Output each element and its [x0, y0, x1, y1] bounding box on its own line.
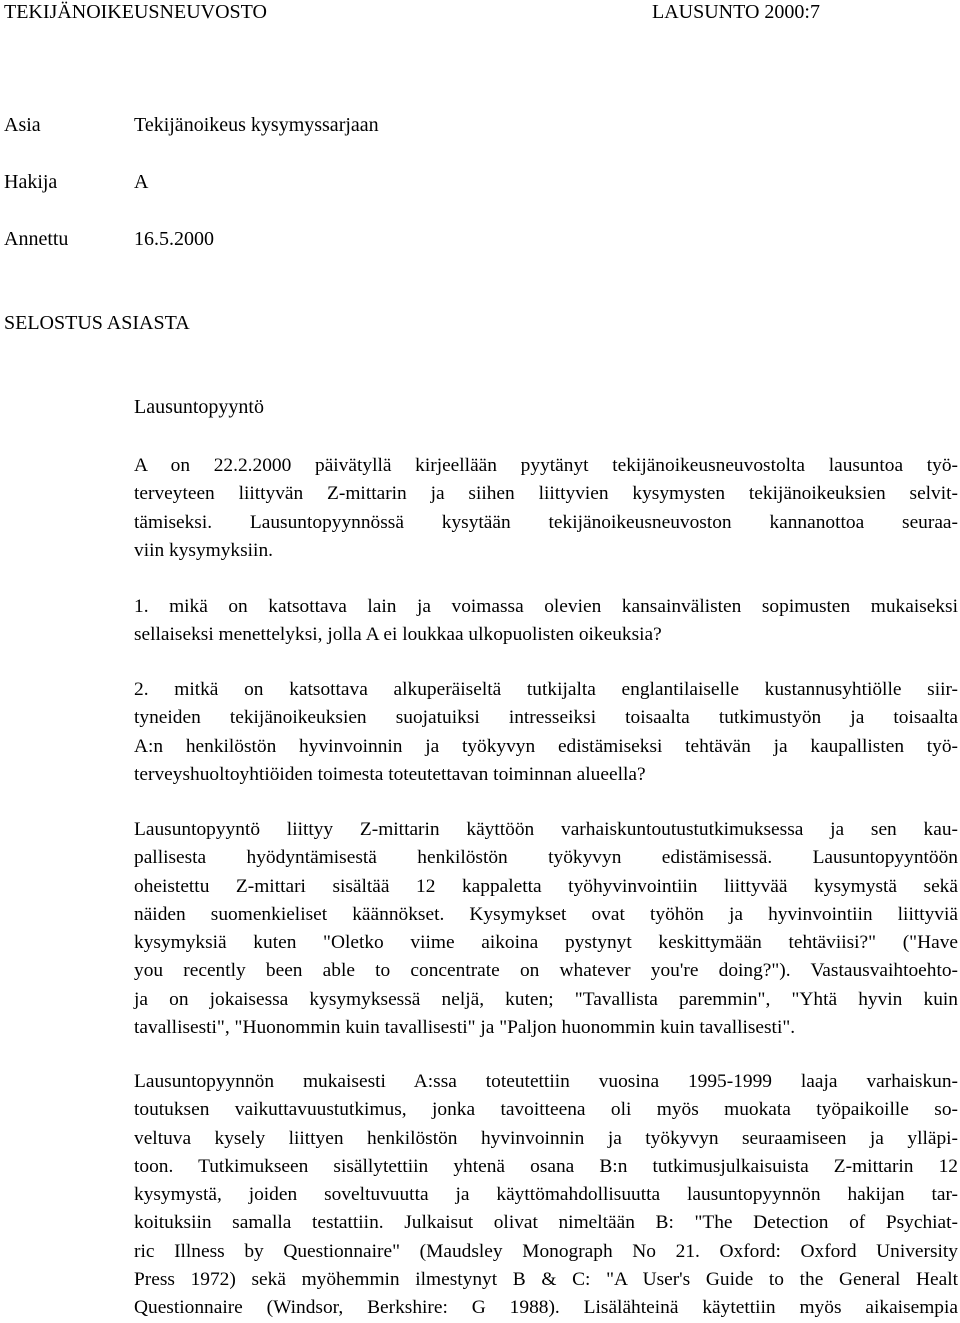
- text-line: ric Illness by Questionnaire" (Maudsley Monograph No 21. Oxford: Oxford University: [134, 1240, 958, 1262]
- text-line: 2. mitkä on katsottava alkuperäiseltä tutkijalta englantilaiselle kustannusyhtiölle siir-: [134, 679, 958, 700]
- text-line: you recently been able to concentrate on whatever you're doing?"). Vastausvaihtoehto-: [134, 960, 958, 982]
- text-line: pallisesta hyödyntämisestä henkilöstön työkyvyn edistämisessä. Lausuntopyyntöön: [134, 847, 958, 869]
- organization-name: TEKIJÄNOIKEUSNEUVOSTO: [4, 1, 267, 23]
- text-line: 1. mikä on katsottava lain ja voimassa olevien kansainvälisten sopimusten mukaiseksi: [134, 596, 958, 617]
- text-line: Press 1972) sekä myöhemmin ilmestynyt B & C: "A User's Guide to the General Healt: [134, 1269, 958, 1291]
- text-line: A on 22.2.2000 päivätyllä kirjeellään pyytänyt tekijänoikeusneuvostolta lausuntoa työ-: [134, 455, 958, 476]
- paragraph-question-1: [134, 593, 958, 650]
- applicant-label: Hakija: [4, 171, 58, 193]
- text-line: tämiseksi. Lausuntopyynnössä kysytään tekijänoikeusneuvoston kannanottoa seuraa-: [134, 511, 958, 533]
- text-line: koituksiin samalla testattiin. Julkaisut olivat nimeltään B: "The Detection of Psychiat-: [134, 1212, 958, 1234]
- given-date-label: Annettu: [4, 228, 69, 250]
- section-title: SELOSTUS ASIASTA: [4, 312, 190, 334]
- statement-id: LAUSUNTO 2000:7: [652, 1, 820, 23]
- subsection-title: Lausuntopyyntö: [134, 396, 264, 418]
- subject-value: Tekijänoikeus kysymyssarjaan: [134, 114, 379, 136]
- paragraph-background: [134, 816, 958, 1042]
- text-line: veltuva kysely liittyen henkilöstön hyvinvoinnin ja työkyvyn seuraamiseen ja ylläpi-: [134, 1127, 958, 1149]
- text-line: kysymystä, joiden soveltuvuutta ja käyttömahdollisuutta lausuntopyynnön hakijan tar-: [134, 1184, 958, 1206]
- text-line: tavallisesti", "Huonommin kuin tavallisesti" ja "Paljon huonommin kuin tavallisesti".: [134, 1017, 796, 1039]
- subject-label: Asia: [4, 114, 41, 136]
- text-line: toon. Tutkimukseen sisällytettiin yhtenä osana B:n tutkimusjulkaisuista Z-mittarin 12: [134, 1155, 958, 1177]
- text-line: Lausuntopyyntö liittyy Z-mittarin käyttöön varhaiskuntoutustutkimuksessa ja sen kau-: [134, 819, 958, 840]
- text-line: Lausuntopyynnön mukaisesti A:ssa toteutettiin vuosina 1995-1999 laaja varhaiskun-: [134, 1071, 958, 1092]
- paragraph-request-intro: [134, 452, 958, 565]
- text-line: kysymyksiä kuten "Oletko viime aikoina pystynyt keskittymään tehtäviisi?" ("Have: [134, 932, 958, 954]
- paragraph-study-history: [134, 1068, 958, 1323]
- text-line: oheistettu Z-mittari sisältää 12 kappaletta työhyvinvointiin liittyvää kysymystä sekä: [134, 875, 958, 897]
- text-line: terveyshuoltoyhtiöiden toimesta toteutettavan toiminnan alueella?: [134, 763, 646, 785]
- given-date-value: 16.5.2000: [134, 228, 214, 250]
- text-line: toutuksen vaikuttavuustutkimus, jonka tavoitteena oli myös muokata työpaikoille so-: [134, 1099, 958, 1121]
- text-line: terveyteen liittyvän Z-mittarin ja siihen liittyvien kysymysten tekijänoikeuksien selvit-: [134, 483, 958, 505]
- text-line: Questionnaire (Windsor, Berkshire: G 1988). Lisälähteinä käytettiin myös aikaisempia: [134, 1297, 958, 1319]
- text-line: sellaiseksi menettelyksi, jolla A ei loukkaa ulkopuolisten oikeuksia?: [134, 624, 662, 646]
- text-line: A:n henkilöstön hyvinvoinnin ja työkyvyn edistämiseksi tehtävän ja kaupallisten työ-: [134, 735, 958, 757]
- text-line: näiden suomenkieliset käännökset. Kysymykset ovat työhön ja hyvinvointiin liittyviä: [134, 903, 958, 925]
- text-line: tyneiden tekijänoikeuksien suojatuiksi intresseiksi toisaalta tutkimustyön ja toisaalta: [134, 707, 958, 729]
- paragraph-question-2: [134, 676, 958, 789]
- text-line: viin kysymyksiin.: [134, 539, 273, 561]
- applicant-value: A: [134, 171, 149, 193]
- text-line: ja on jokaisessa kysymyksessä neljä, kuten; "Tavallista paremmin", "Yhtä hyvin kuin: [134, 988, 958, 1010]
